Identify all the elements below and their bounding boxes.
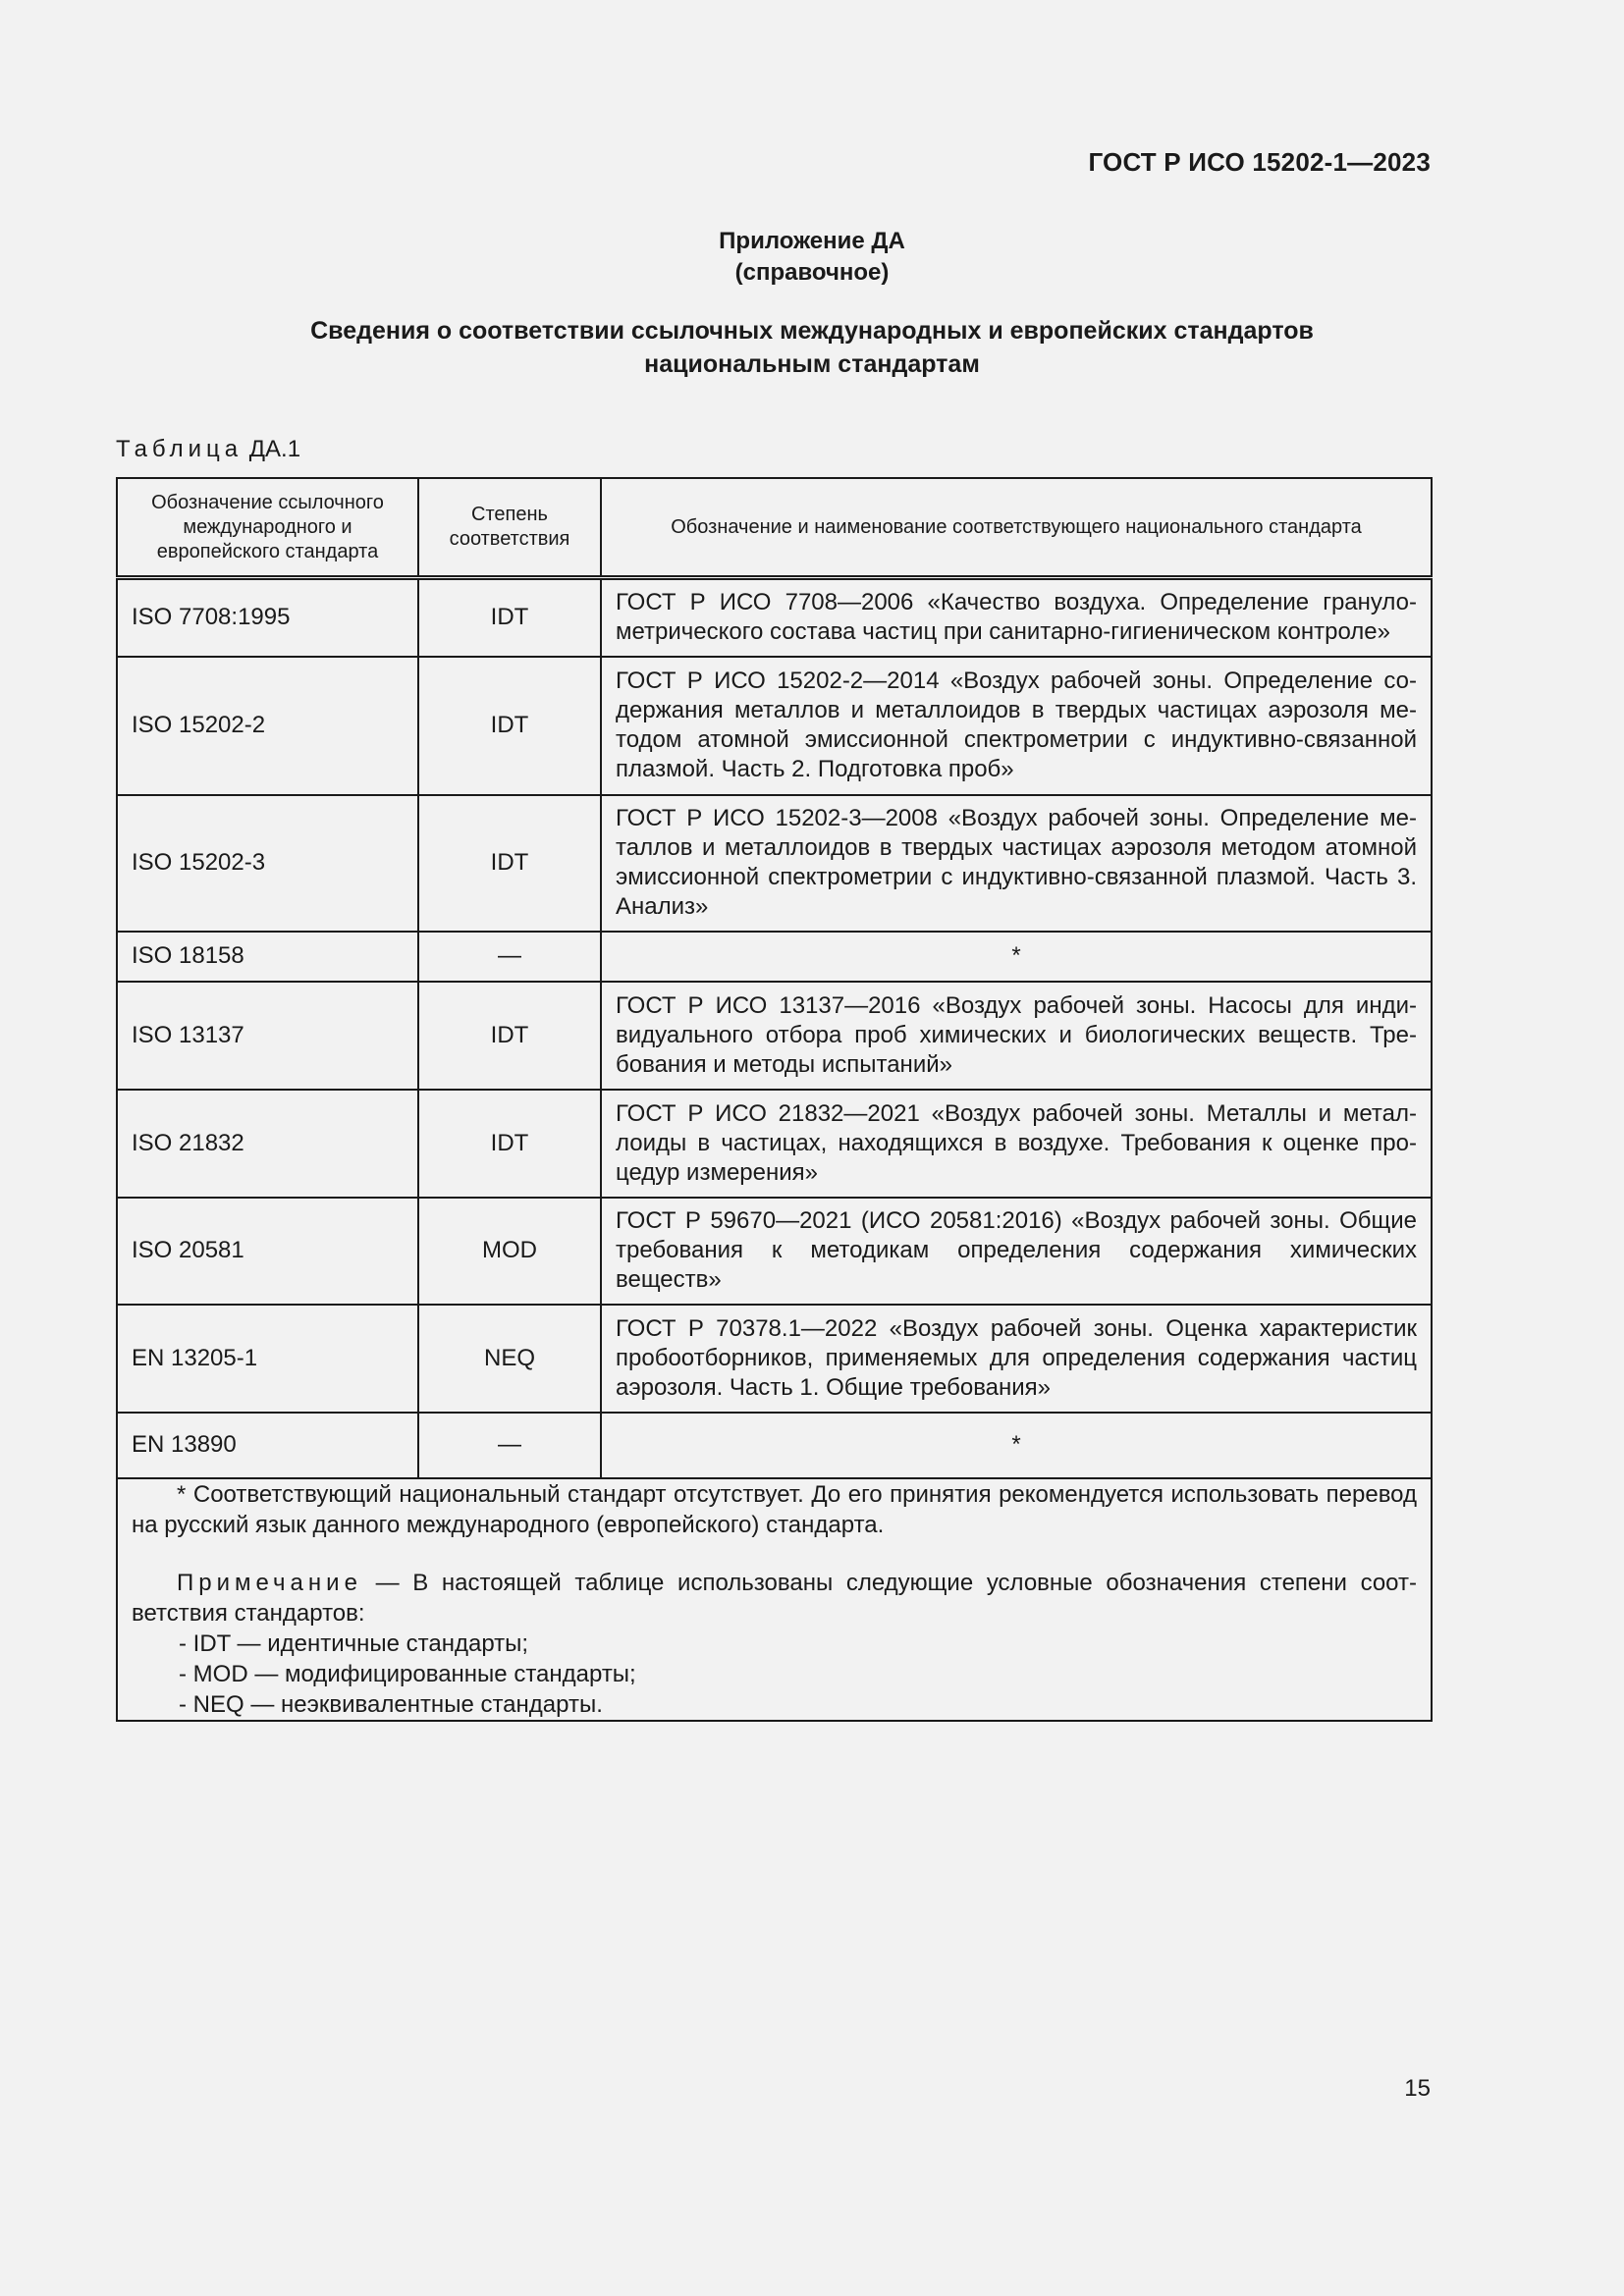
cell-national: ГОСТ Р ИСО 15202-2—2014 «Воздух рабочей зоны. Определение содержания металлов и металлоидов в твердых частицах аэрозоля методом атомной эмиссионной спектрометрии с индуктивно-связанной плазмой. Часть 2. Подготовка проб» [601,657,1432,795]
cell-national: ГОСТ Р ИСО 13137—2016 «Воздух рабочей зоны. Насосы для индивидуального отбора проб химических и биологических веществ. Требования и методы испытаний» [601,982,1432,1090]
cell-reference: EN 13890 [117,1413,418,1478]
cell-degree: IDT [418,795,601,932]
document-code: ГОСТ Р ИСО 15202-1—2023 [1088,147,1431,177]
cell-degree: IDT [418,657,601,795]
cell-degree: MOD [418,1198,601,1305]
annex-title [0,226,1624,289]
cell-degree: — [418,932,601,982]
table-footer-row [117,1478,1432,1721]
table-caption [116,436,300,463]
list-item: - IDT — идентичные стандарты; [179,1629,529,1657]
list-item: - MOD — модифицированные стандарты; [179,1660,636,1687]
cell-national: ГОСТ Р ИСО 7708—2006 «Качество воздуха. Определение гранулометрического состава частиц при санитарно-гигиеническом контроле» [601,578,1432,657]
cell-national: ГОСТ Р ИСО 21832—2021 «Воздух рабочей зоны. Металлы и металлоиды в частицах, находящихся в воздухе. Требования к оценке процедур измерения» [601,1090,1432,1198]
cell-reference: ISO 15202-3 [117,795,418,932]
note-label: Примечание [177,1569,362,1596]
footnote: * Соответствующий национальный стандарт отсутствует. До его принятия рекомендуется использовать перевод на русский язык данного международного (европейского) стандарта. [132,1480,1417,1538]
table-row [117,1413,1432,1478]
standards-table [116,477,1433,1722]
table-row [117,932,1432,982]
annex-status: (справочное) [734,259,890,286]
heading-line-1: Сведения о соответствии ссылочных международных и европейских стандартов [310,317,1314,345]
cell-reference: ISO 15202-2 [117,657,418,795]
cell-reference: EN 13205-1 [117,1305,418,1413]
cell-national: ГОСТ Р 70378.1—2022 «Воздух рабочей зоны. Оценка характеристик пробоотборников, применяемых для определения содержания частиц аэрозоля. Часть 1. Общие требования» [601,1305,1432,1413]
list-item: - NEQ — неэквивалентные стандарты. [179,1690,603,1718]
cell-national-missing: * [601,1413,1432,1478]
cell-degree: IDT [418,982,601,1090]
annex-name: Приложение ДА [719,228,905,254]
table-header-row [117,478,1432,578]
table-row [117,982,1432,1090]
cell-degree: NEQ [418,1305,601,1413]
page-number: 15 [1404,2075,1431,2102]
table-row [117,1198,1432,1305]
header-degree: Степень соответствия [418,478,601,578]
table-caption-word: Таблица [116,436,244,462]
cell-reference: ISO 18158 [117,932,418,982]
cell-degree: IDT [418,578,601,657]
header-reference-standard: Обозначение ссылочного международного и европейского стандарта [117,478,418,578]
table-row [117,1090,1432,1198]
table-row [117,578,1432,657]
table-row [117,657,1432,795]
cell-degree: IDT [418,1090,601,1198]
cell-reference: ISO 21832 [117,1090,418,1198]
table-caption-number: ДА.1 [248,436,301,462]
cell-reference: ISO 7708:1995 [117,578,418,657]
table-footer [117,1478,1432,1721]
cell-degree: — [418,1413,601,1478]
note [132,1568,1417,1629]
cell-national: ГОСТ Р ИСО 15202-3—2008 «Воздух рабочей зоны. Определение металлов и металлоидов в твердых частицах аэрозоля методом атомной эмиссионной спектрометрии с индуктивно-связанной плазмой. Часть 3. Анализ» [601,795,1432,932]
note-text: — В настоящей таблице использованы следующие условные обозначения степени соответствия стандартов: [132,1569,1417,1627]
table-row [117,1305,1432,1413]
cell-national: ГОСТ Р 59670—2021 (ИСО 20581:2016) «Воздух рабочей зоны. Общие требования к методикам определения содержания химических веществ» [601,1198,1432,1305]
heading-line-2: национальным стандартам [644,350,980,378]
note-list [132,1629,1417,1720]
table-row [117,795,1432,932]
cell-reference: ISO 13137 [117,982,418,1090]
cell-reference: ISO 20581 [117,1198,418,1305]
header-national-standard: Обозначение и наименование соответствующего национального стандарта [601,478,1432,578]
section-heading [0,314,1624,381]
cell-national-missing: * [601,932,1432,982]
